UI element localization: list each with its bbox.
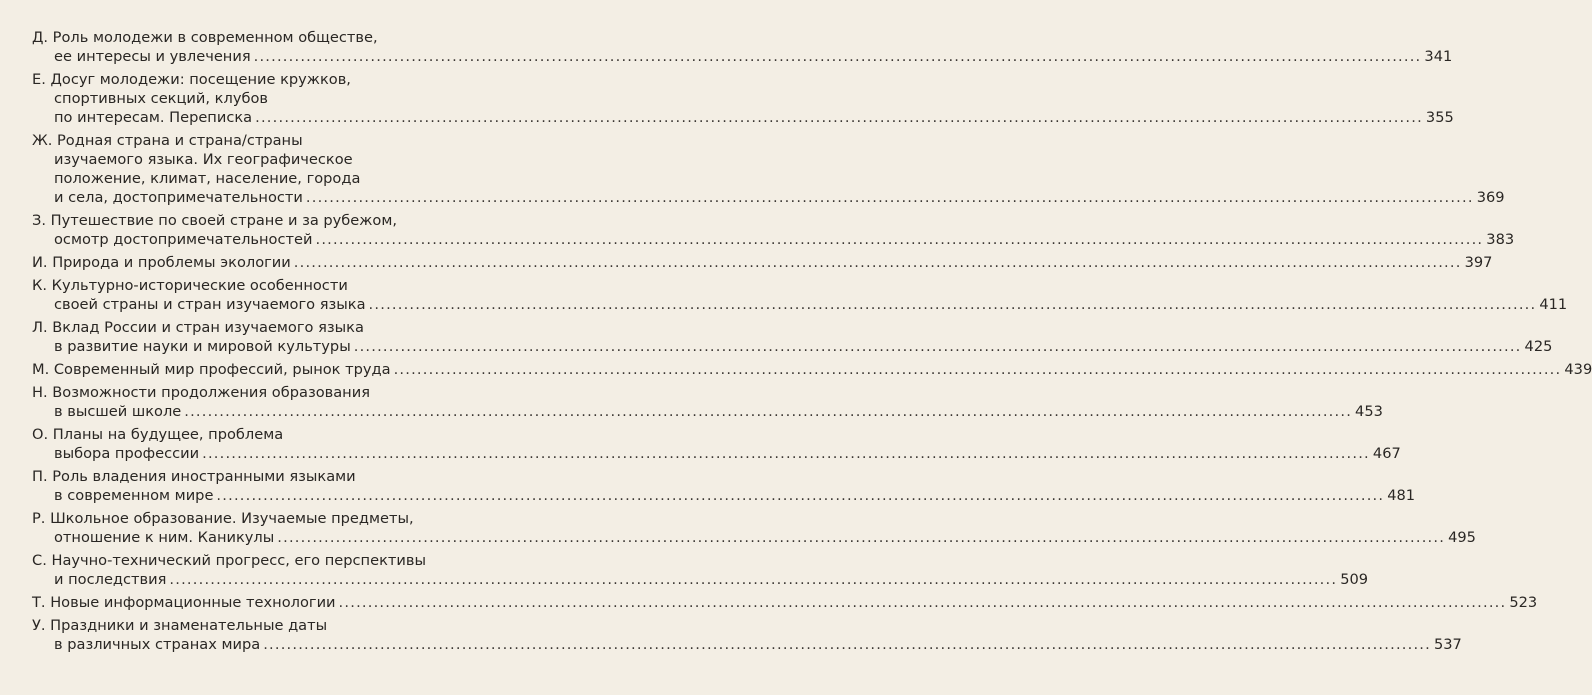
toc-entry-title-continued: отношение к ним. Каникулы xyxy=(54,529,275,546)
toc-entry-line xyxy=(32,402,1383,421)
toc-page-number: 537 xyxy=(1433,636,1462,653)
dot-leader: ........................................................................................................................................................................................................ xyxy=(202,445,1370,462)
toc-entry-line xyxy=(32,295,1568,314)
toc-entry-line xyxy=(32,70,437,89)
toc-entry-title: З. Путешествие по своей стране и за рубежом, xyxy=(32,212,398,229)
toc-entry-line xyxy=(32,616,437,635)
toc-entry[interactable] xyxy=(32,28,1453,66)
toc-entry-line xyxy=(32,383,437,402)
dot-leader: ........................................................................................................................................................................................................ xyxy=(353,338,1522,355)
dot-leader: ........................................................................................................................................................................................................ xyxy=(184,403,1353,420)
toc-entry-title: У. Праздники и знаменательные даты xyxy=(32,617,328,634)
dot-leader: ........................................................................................................................................................................................................ xyxy=(368,296,1537,313)
toc-entry-title-continued: в современном мире xyxy=(54,487,214,504)
toc-entry-line xyxy=(32,486,1416,505)
toc-entry-line xyxy=(32,89,437,108)
toc-entry[interactable] xyxy=(32,70,1454,127)
toc-entry-line xyxy=(32,318,437,337)
toc-entry-line xyxy=(32,253,1493,272)
toc-entry-title-continued: спортивных секций, клубов xyxy=(54,90,268,107)
toc-entry-line xyxy=(32,570,1369,589)
toc-entry-title-continued: по интересам. Переписка xyxy=(54,109,253,126)
toc-entry-line xyxy=(32,28,437,47)
toc-page-number: 341 xyxy=(1424,48,1453,65)
dot-leader: ........................................................................................................................................................................................................ xyxy=(277,529,1446,546)
toc-entry-title: О. Планы на будущее, проблема xyxy=(32,426,284,443)
toc-entry-title: К. Культурно-исторические особенности xyxy=(32,277,348,294)
toc-entry-line xyxy=(32,47,1453,66)
toc-page-number: 369 xyxy=(1476,189,1505,206)
toc-entry[interactable] xyxy=(32,509,1476,547)
toc-entry[interactable] xyxy=(32,551,1369,589)
dot-leader: ........................................................................................................................................................................................................ xyxy=(253,48,1422,65)
toc-page-number: 509 xyxy=(1340,571,1369,588)
toc-entry[interactable] xyxy=(32,318,1553,356)
toc-entry-title: П. Роль владения иностранными языками xyxy=(32,468,356,485)
toc-entry[interactable] xyxy=(32,383,1383,421)
toc-entry-title-continued: осмотр достопримечательностей xyxy=(54,231,313,248)
toc-entry-line xyxy=(32,551,437,570)
toc-page-number: 383 xyxy=(1486,231,1515,248)
toc-entry-title-continued: в высшей школе xyxy=(54,403,182,420)
toc-entry-title-continued: выбора профессии xyxy=(54,445,200,462)
toc-entry-title: М. Современный мир профессий, рынок труда xyxy=(32,361,391,378)
toc-entry-title: С. Научно-технический прогресс, его перспективы xyxy=(32,552,427,569)
toc-entry-line xyxy=(32,509,437,528)
toc-entry-title: Д. Роль молодежи в современном обществе, xyxy=(32,29,378,46)
toc-entry-title: Т. Новые информационные технологии xyxy=(32,594,336,611)
toc-entry[interactable] xyxy=(32,593,1538,612)
toc-page-number: 453 xyxy=(1355,403,1383,420)
toc-entry[interactable] xyxy=(32,425,1401,463)
toc-entry-line xyxy=(32,425,437,444)
toc-entry-title: Л. Вклад России и стран изучаемого языка xyxy=(32,319,364,336)
toc-page-number: 425 xyxy=(1524,338,1553,355)
toc-entry-title-continued: изучаемого языка. Их географическое xyxy=(54,151,353,168)
toc-entry-line xyxy=(32,188,1505,207)
toc-entry-line xyxy=(32,360,1592,379)
toc-entry-line xyxy=(32,528,1476,547)
toc-entry-title: И. Природа и проблемы экологии xyxy=(32,254,291,271)
toc-entry[interactable] xyxy=(32,253,1493,272)
toc-entry[interactable] xyxy=(32,276,1568,314)
toc-entry-title-continued: своей страны и стран изучаемого языка xyxy=(54,296,366,313)
toc-page-number: 495 xyxy=(1448,529,1476,546)
dot-leader: ........................................................................................................................................................................................................ xyxy=(263,636,1431,653)
toc-entry-title-continued: и последствия xyxy=(54,571,167,588)
dot-leader: ........................................................................................................................................................................................................ xyxy=(305,189,1474,206)
toc-page-number: 523 xyxy=(1509,594,1538,611)
toc-entry-line xyxy=(32,593,1538,612)
toc-entry-line xyxy=(32,635,1462,654)
toc-page-number: 411 xyxy=(1539,296,1568,313)
toc-entry-title: Р. Школьное образование. Изучаемые предметы, xyxy=(32,510,414,527)
toc-entry-line xyxy=(32,467,437,486)
toc-entry[interactable] xyxy=(32,616,1462,654)
toc-entry-line xyxy=(32,230,1515,249)
toc-entry[interactable] xyxy=(32,467,1416,505)
dot-leader: ........................................................................................................................................................................................................ xyxy=(293,254,1462,271)
toc-page-number: 467 xyxy=(1372,445,1401,462)
toc-page-number: 439 xyxy=(1564,361,1592,378)
toc-entry-title-continued: в различных странах мира xyxy=(54,636,261,653)
toc-entry[interactable] xyxy=(32,360,1592,379)
dot-leader: ........................................................................................................................................................................................................ xyxy=(315,231,1484,248)
toc-entry[interactable] xyxy=(32,131,1505,207)
toc-entry-line xyxy=(32,337,1553,356)
toc-entry-line xyxy=(32,169,437,188)
dot-leader: ........................................................................................................................................................................................................ xyxy=(216,487,1385,504)
dot-leader: ........................................................................................................................................................................................................ xyxy=(338,594,1507,611)
toc-entry-title: Н. Возможности продолжения образования xyxy=(32,384,370,401)
toc-page-number: 481 xyxy=(1387,487,1416,504)
toc-entry-line xyxy=(32,444,1401,463)
toc-entry-title: Е. Досуг молодежи: посещение кружков, xyxy=(32,71,351,88)
toc-entry-line xyxy=(32,150,437,169)
toc-entry-line xyxy=(32,108,1454,127)
toc-entry-title-continued: положение, климат, население, города xyxy=(54,170,361,187)
toc-entry-title-continued: в развитие науки и мировой культуры xyxy=(54,338,351,355)
toc-entry-line xyxy=(32,276,437,295)
toc-entry-title-continued: и села, достопримечательности xyxy=(54,189,303,206)
dot-leader: ........................................................................................................................................................................................................ xyxy=(169,571,1338,588)
toc-entry-title-continued: ее интересы и увлечения xyxy=(54,48,251,65)
dot-leader: ........................................................................................................................................................................................................ xyxy=(255,109,1423,126)
toc-entry-line xyxy=(32,131,437,150)
toc-page-number: 355 xyxy=(1425,109,1454,126)
toc-entry-line xyxy=(32,211,437,230)
dot-leader: ........................................................................................................................................................................................................ xyxy=(393,361,1562,378)
toc-entry-title: Ж. Родная страна и страна/страны xyxy=(32,132,303,149)
toc-entry[interactable] xyxy=(32,211,1515,249)
toc-page-number: 397 xyxy=(1464,254,1493,271)
